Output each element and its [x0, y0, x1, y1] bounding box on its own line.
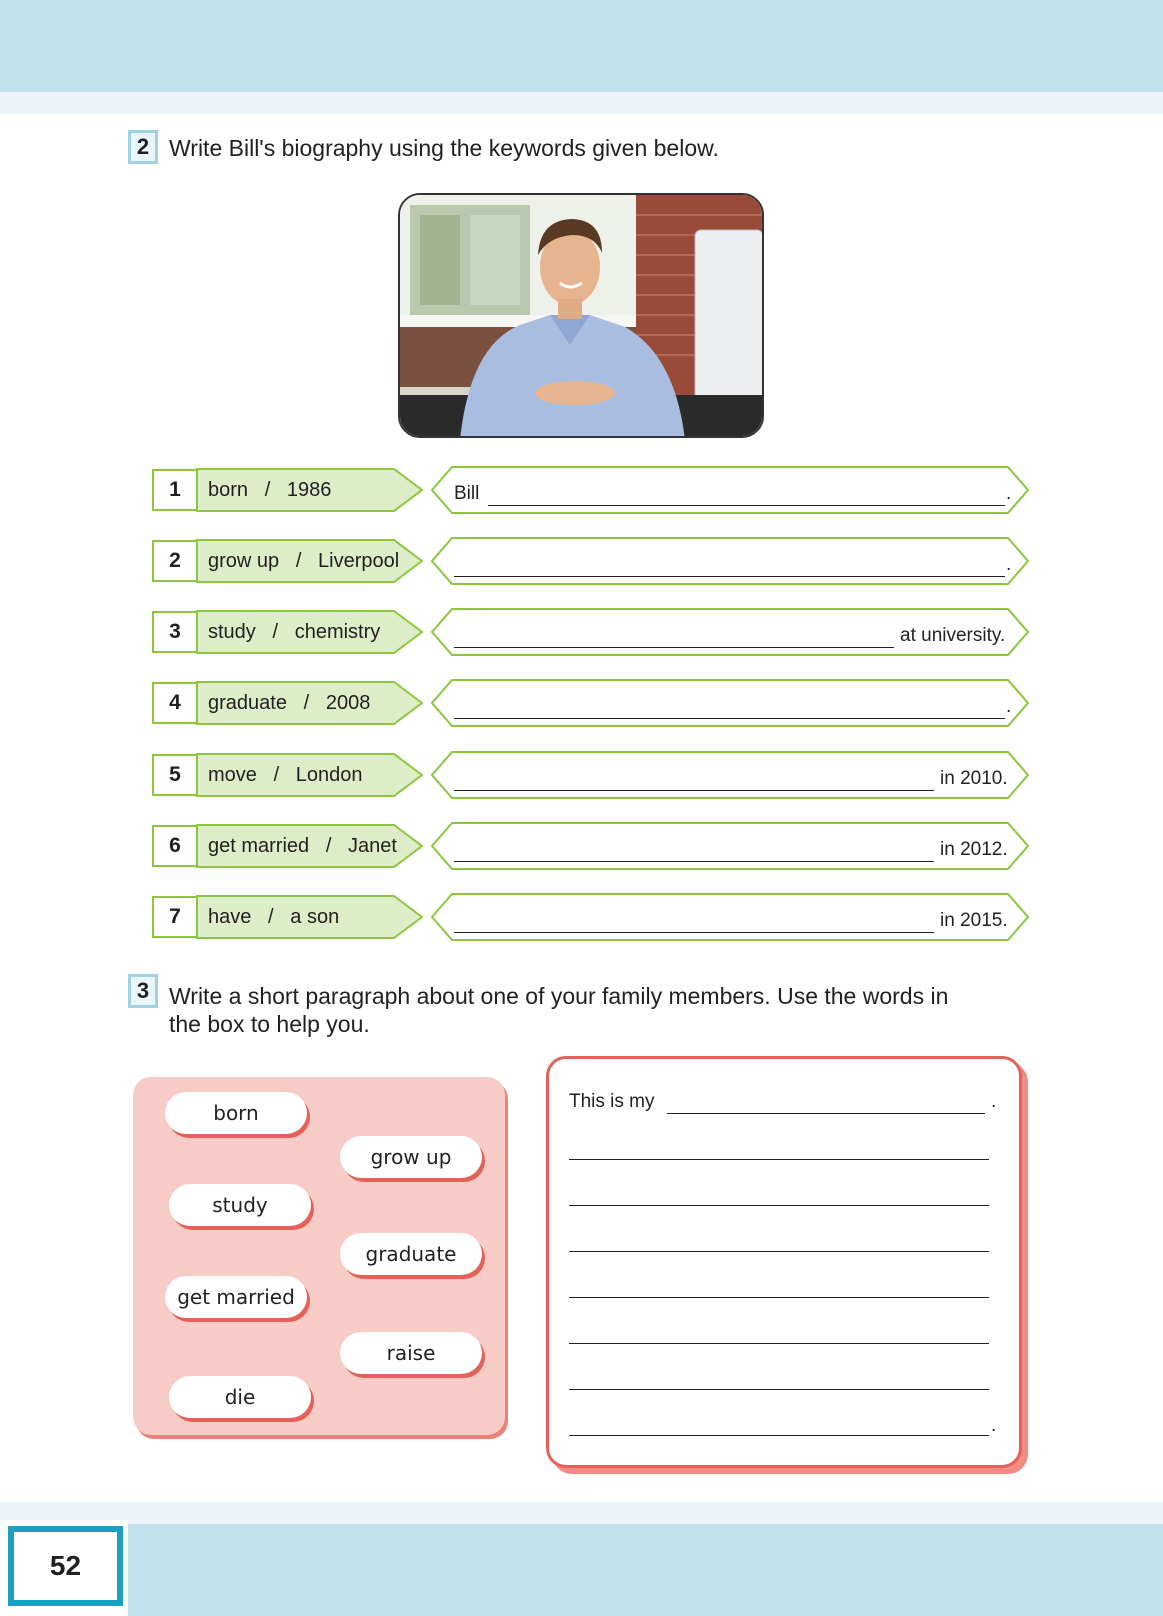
answer-line[interactable] — [569, 1205, 989, 1206]
answer-suffix: in 2015. — [940, 910, 1008, 931]
row-number: 5 — [152, 754, 198, 796]
answer-arrow — [430, 536, 1030, 586]
answer-suffix: in 2012. — [940, 839, 1008, 860]
row-number: 4 — [152, 682, 198, 724]
answer-line[interactable] — [569, 1159, 989, 1160]
answer-prefix: Bill — [454, 483, 480, 504]
word-pill: study — [169, 1184, 311, 1226]
answer-suffix: in 2010. — [940, 768, 1008, 789]
biography-row — [152, 752, 1032, 800]
answer-line[interactable] — [454, 861, 934, 862]
answer-line[interactable] — [569, 1343, 989, 1344]
answer-line[interactable] — [667, 1113, 985, 1114]
keywords-text: have / a son — [208, 906, 340, 928]
word-pill: grow up — [340, 1136, 482, 1178]
page-number: 52 — [8, 1526, 123, 1606]
answer-suffix: . — [1006, 696, 1012, 717]
answer-line[interactable] — [569, 1297, 989, 1298]
biography-row — [152, 894, 1032, 942]
word-pill: raise — [340, 1332, 482, 1374]
biography-row — [152, 467, 1032, 515]
answer-line[interactable] — [454, 790, 934, 791]
exercise-number-3: 3 — [128, 974, 158, 1008]
answer-suffix: . — [1006, 554, 1012, 575]
header-band — [0, 0, 1163, 92]
footer-band — [0, 1524, 1163, 1616]
exercise-2-instruction: Write Bill's biography using the keywords given below. — [169, 135, 719, 161]
bill-photo — [398, 193, 764, 438]
row-number: 7 — [152, 896, 198, 938]
answer-line[interactable] — [488, 505, 1005, 506]
row-number: 1 — [152, 469, 198, 511]
footer-strip — [0, 1502, 1163, 1524]
keywords-text: grow up / Liverpool — [208, 550, 400, 572]
word-pill: graduate — [340, 1233, 482, 1275]
exercise-3-instruction-line2: the box to help you. — [169, 1011, 370, 1037]
answer-arrow — [430, 465, 1030, 515]
keywords-text: born / 1986 — [208, 479, 332, 501]
word-pill: born — [165, 1092, 307, 1134]
answer-line[interactable] — [454, 576, 1005, 577]
biography-row — [152, 680, 1032, 728]
row-number: 6 — [152, 825, 198, 867]
writing-box-starter: This is my — [569, 1091, 655, 1112]
biography-row — [152, 538, 1032, 586]
word-pill: die — [169, 1376, 311, 1418]
biography-row — [152, 823, 1032, 871]
writing-box-end-period: . — [991, 1415, 997, 1436]
writing-box[interactable] — [546, 1056, 1022, 1468]
keywords-text: move / London — [208, 764, 363, 786]
answer-arrow — [430, 678, 1030, 728]
row-number: 2 — [152, 540, 198, 582]
keywords-text: graduate / 2008 — [208, 692, 371, 714]
row-number: 3 — [152, 611, 198, 653]
answer-line[interactable] — [569, 1389, 989, 1390]
biography-row — [152, 609, 1032, 657]
answer-line[interactable] — [569, 1435, 989, 1436]
exercise-3-instruction-line1: Write a short paragraph about one of your family members. Use the words in — [169, 983, 949, 1009]
answer-line[interactable] — [569, 1251, 989, 1252]
answer-suffix: at university. — [900, 625, 1006, 646]
keywords-text: get married / Janet — [208, 835, 397, 857]
answer-suffix: . — [1006, 483, 1012, 504]
header-strip — [0, 92, 1163, 114]
word-pill: get married — [165, 1276, 307, 1318]
smiling-man-at-desk-photo — [400, 195, 764, 438]
keywords-text: study / chemistry — [208, 621, 381, 643]
word-box — [133, 1077, 505, 1435]
answer-line[interactable] — [454, 647, 894, 648]
exercise-number-2: 2 — [128, 130, 158, 164]
answer-line[interactable] — [454, 718, 1005, 719]
writing-box-starter-period: . — [991, 1091, 997, 1112]
answer-line[interactable] — [454, 932, 934, 933]
